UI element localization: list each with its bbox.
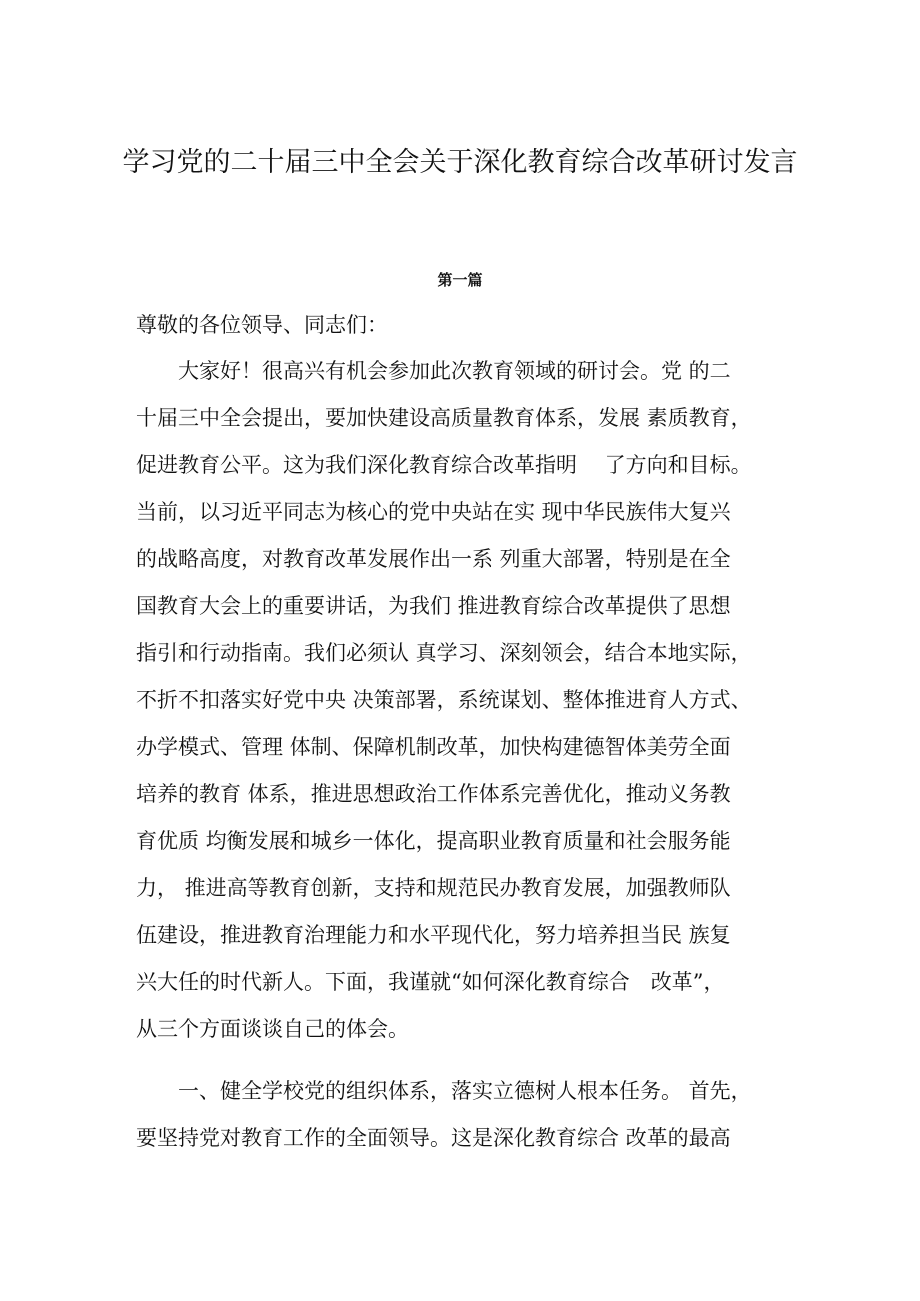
body-line: 育优质 均衡发展和城乡一体化，提高职业教育质量和社会服务能 bbox=[136, 829, 731, 853]
body-line: 伍建设，推进教育治理能力和水平现代化，努力培养担当民 族复 bbox=[136, 923, 731, 947]
body-line: 兴大任的时代新人。下面，我谨就“如何深化教育综合 改革”， bbox=[136, 970, 725, 994]
body-line: 大家好！很高兴有机会参加此次教育领域的研讨会。党 的二 bbox=[136, 359, 731, 383]
body-line: 从三个方面谈谈自己的体会。 bbox=[136, 1017, 409, 1041]
body-line: 十届三中全会提出，要加快建设高质量教育体系，发展 素质教育， bbox=[136, 406, 752, 430]
body-line: 培养的教育 体系，推进思想政治工作体系完善优化，推动义务教 bbox=[136, 782, 731, 806]
body-line: 当前，以习近平同志为核心的党中央站在实 现中华民族伟大复兴 bbox=[136, 500, 731, 524]
section-label: 第一篇 bbox=[437, 271, 483, 289]
body-line: 指引和行动指南。我们必须认 真学习、深刻领会，结合本地实际， bbox=[136, 641, 752, 665]
body-line: 促进教育公平。这为我们深化教育综合改革指明 了方向和目标。 bbox=[136, 453, 752, 477]
body-line: 要坚持党对教育工作的全面领导。这是深化教育综合 改革的最高 bbox=[136, 1126, 731, 1150]
body-line: 国教育大会上的重要讲话，为我们 推进教育综合改革提供了思想 bbox=[136, 594, 731, 618]
body-line: 的战略高度，对教育改革发展作出一系 列重大部署，特别是在全 bbox=[136, 547, 731, 571]
body-line: 不折不扣落实好党中央 决策部署，系统谋划、整体推进育人方式、 bbox=[136, 688, 752, 712]
salutation: 尊敬的各位领导、同志们： bbox=[136, 313, 388, 337]
body-line: 力， 推进高等教育创新，支持和规范民办教育发展，加强教师队 bbox=[136, 876, 731, 900]
body-line: 办学模式、管理 体制、保障机制改革，加快构建德智体美劳全面 bbox=[136, 735, 731, 759]
body-line: 一、健全学校党的组织体系，落实立德树人根本任务。 首先， bbox=[136, 1079, 752, 1103]
document-title: 学习党的二十届三中全会关于深化教育综合改革研讨发言 bbox=[122, 147, 798, 178]
